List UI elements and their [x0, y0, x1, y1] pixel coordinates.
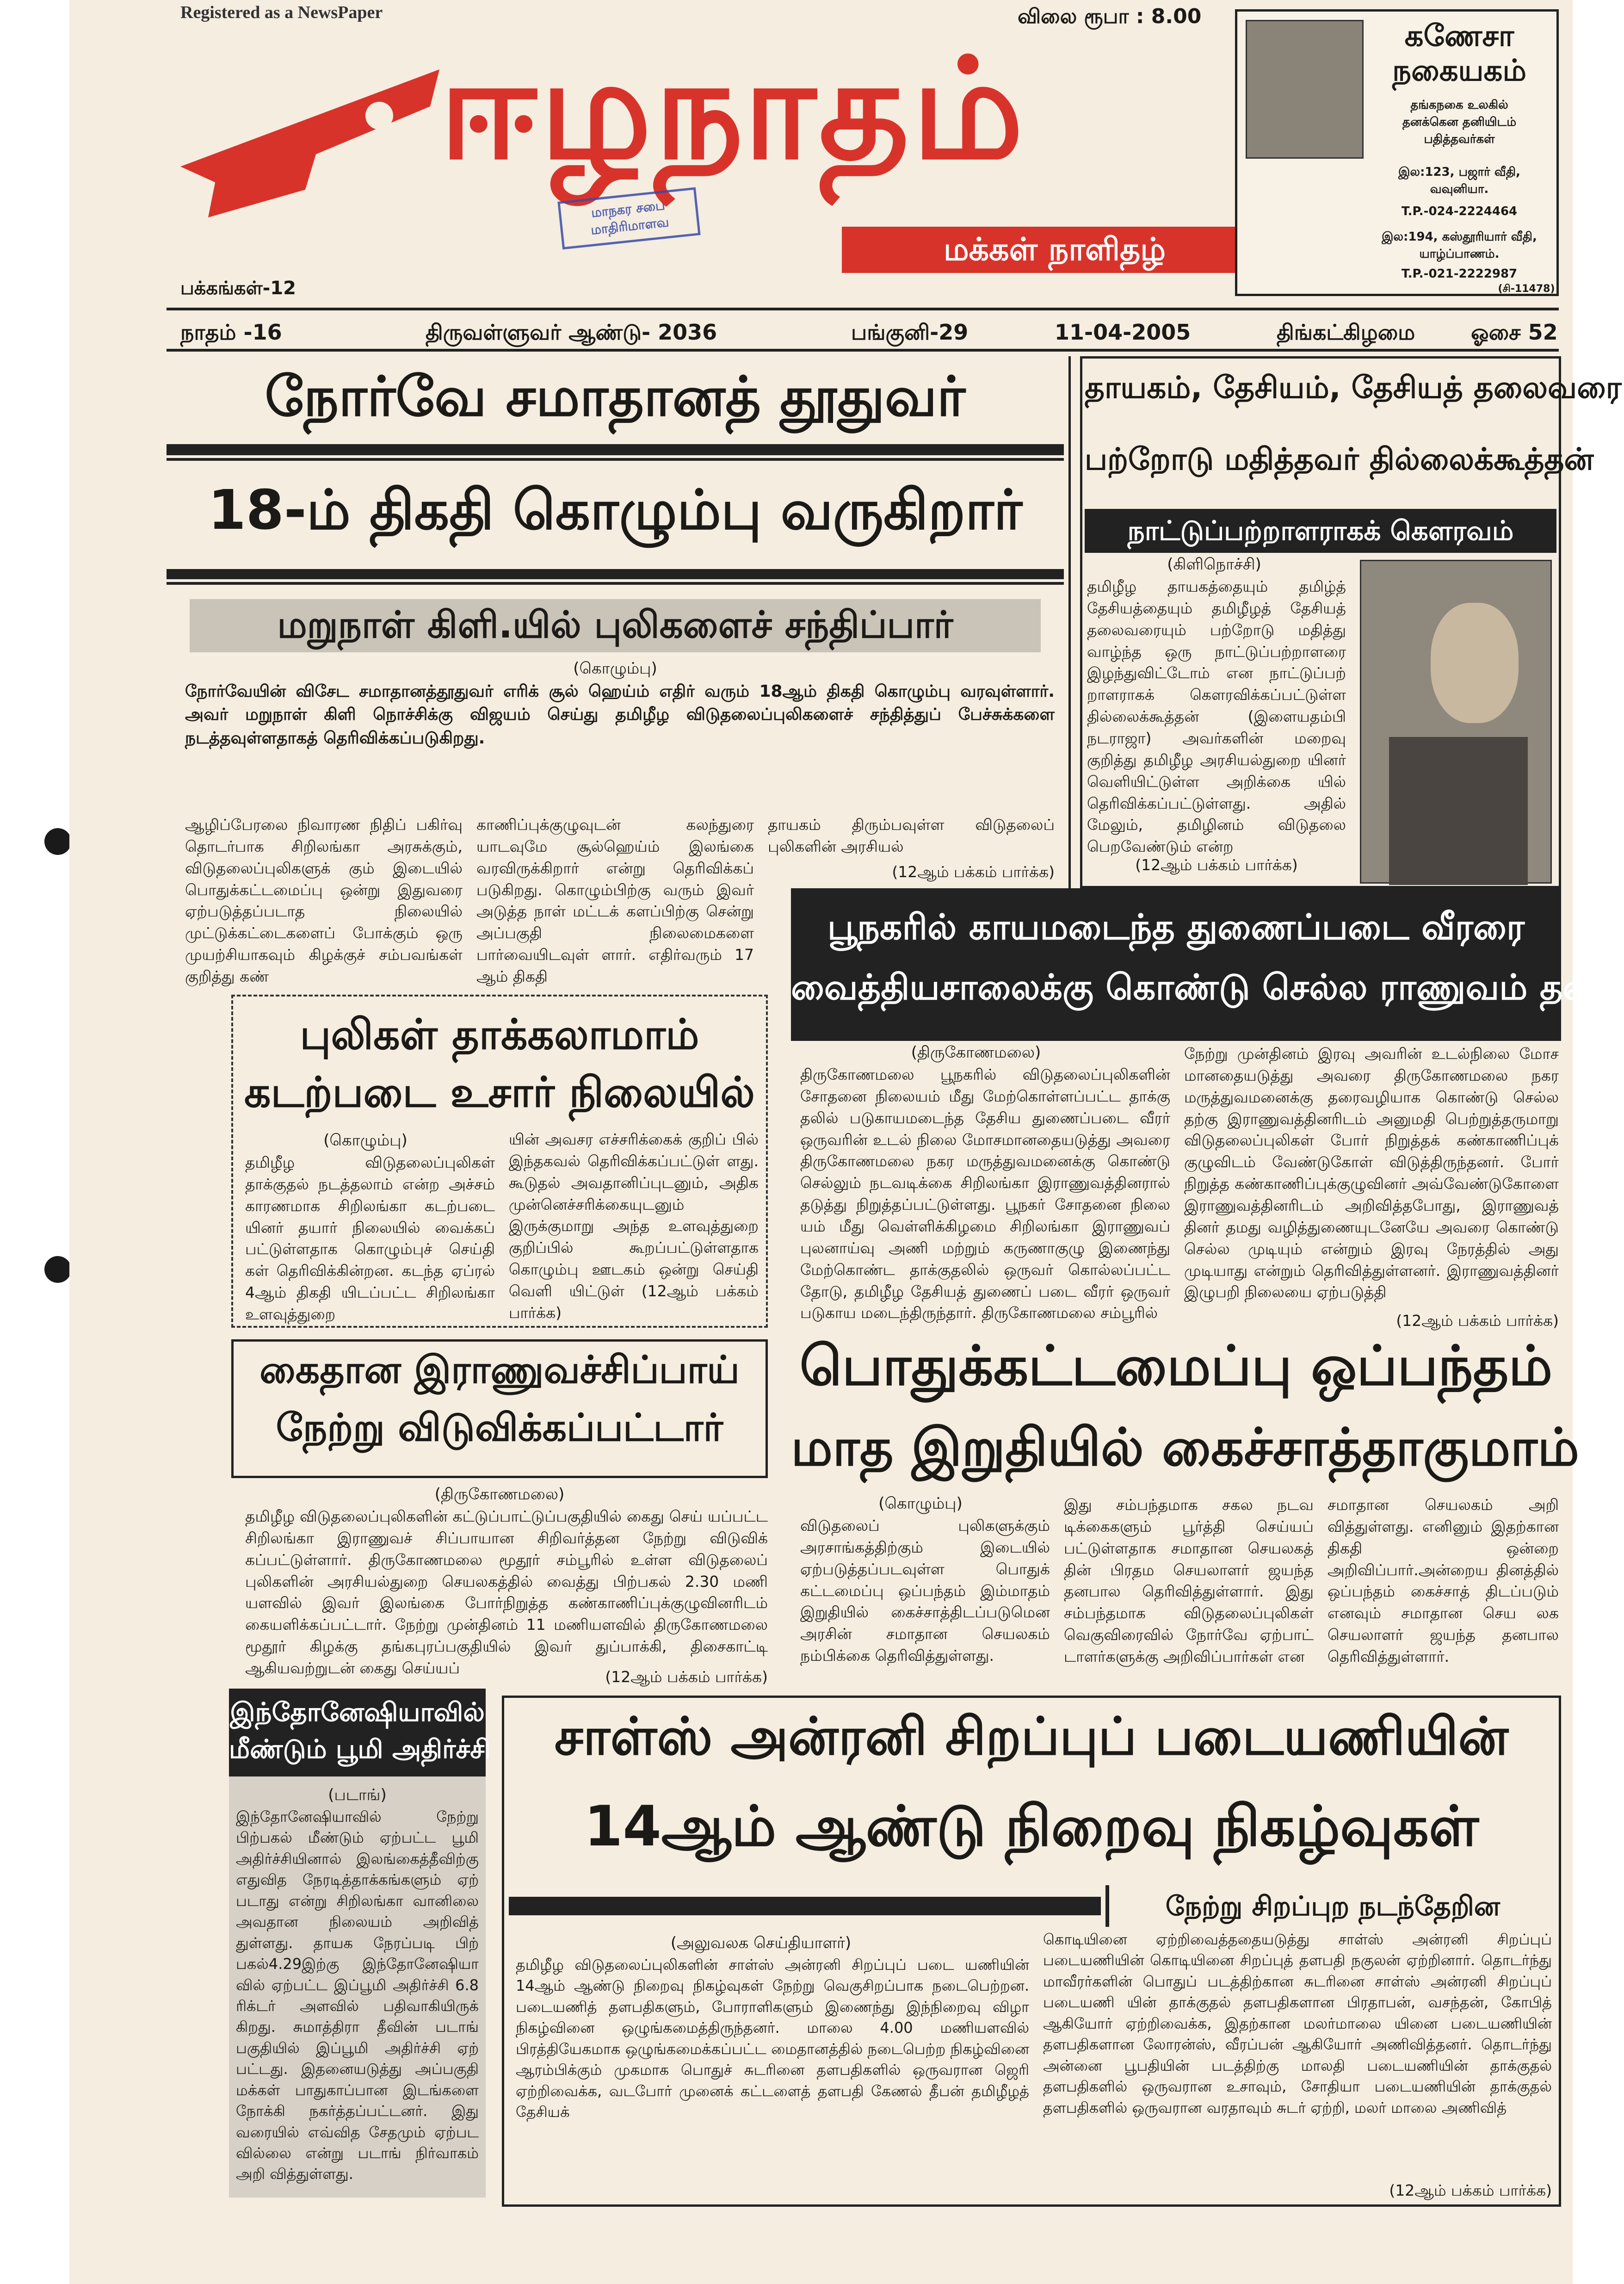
navy-dateline: (கொழும்பு)	[323, 1131, 408, 1150]
released-body: தமிழீழ விடுதலைப்புலிகளின் கட்டுப்பாட்டுப்பகுதியில் கைது செய் யப்பட்ட சிறிலங்கா இராணுவச் சிப்பாயான சிறிவர்த்தன நேற்று விடுவிக் கப்பட்டுள்ளார். திருகோணமலை மூதூர் சம்பூரில் உள்ள விடுதலைப் புலிகளின் அரசியல்துறை செயலகத்தில் வைத்து பிற்பகல் 2.30 மணி யளவில் இவர் இலங்கை போர்நிறுத்த கண்காணிப்புக்குழுவினரிடம் கையளிக்கப்பட்டார். நேற்று முன்தினம் 11 மணியளவில் திருகோணமலை மூதூர் கிழக்கு தங்கபுரப்பகுதியில் இவர் துப்பாக்கி, திசைகாட்டி ஆகியவற்றுடன் கைது செய்யப்	[245, 1507, 768, 1677]
ad-phone: T.P.-024-2224464	[1401, 204, 1518, 218]
charles-column: கொடியினை ஏற்றிவைத்ததையடுத்து சாள்ஸ் அன்ரனி சிறப்புப் படையணியின் கொடியினை சிறப்புத் தளபதி நகுலன் ஏற்றினார். தொடர்ந்து மாவீரர்களின் பொதுப் படத்திற்கான சுடரினை சாள்ஸ் அன்ரனி சிறப்புப் படையணி யின் தாக்குதல் தளபதிகளான பிரதாபன், வசந்தன், கோபித் ஆகியோர் ஏற்றிவைக்க, இதற்கான மலர்மாலை யினை படையணியின் தளபதிகளான லோரன்ஸ், வீரப்பன் ஆகியோர் அணிவித்தனர். தொடர்ந்து அன்னை பூபதியின் படத்திற்கு மாலதி படையணியின் தாக்குதல் தளபதிகளில் ஒருவரான உசாவும், சோதியா படையணியின் தாக்குதல் தளபதிகளில் ஒருவரான வரதாவும் சுடர் ஏற்றி, மலர் மாலை அணிவித்	[1043, 1931, 1552, 2117]
joint-column: சமாதான செயலகம் அறி வித்துள்ளது. எனினும் இதற்கான திகதி ஒன்றை அறிவிப்பார்.அன்றைய தினத்தில் ஒப்பந்தம் கைச்சாத் திடப்படும் எனவும் சமாதான செய லக செயலாளர் ஜயந்த தனபால தெரிவித்துள்ளார்.	[1328, 1496, 1559, 1666]
lead-column: தாயகம் திரும்பவுள்ள விடுதலைப் புலிகளின் அரசியல்	[768, 816, 1055, 855]
ad-address: யாழ்ப்பாணம்.	[1419, 247, 1500, 261]
hospital-headline-2: வைத்தியசாலைக்கு கொண்டு செல்ல ராணுவம் தடை	[791, 966, 1624, 1008]
lead-dateline: (கொழும்பு)	[573, 659, 657, 678]
ad-address: வவுனியா.	[1430, 182, 1489, 196]
dateline-bar	[167, 308, 1559, 352]
joint-column: விடுதலைப் புலிகளுக்கும் அரசாங்கத்திற்கும் இடையில் ஏற்படுத்தப்படவுள்ள பொதுக் கட்டமைப்பு ஒப்பந்தம் இம்மாதம் இறுதியில் கைச்சாத்திடப்படுமென அரசின் சமாதான செயலகம் நம்பிக்கை தெரிவித்துள்ளது.	[800, 1516, 1050, 1665]
hospital-headline-box	[791, 888, 1624, 1041]
navy-column: யின் அவசர எச்சரிக்கைக் குறிப் பில் இந்தகவல் தெரிவிக்கப்பட்டுள் ளது. கூடுதல் அவதானிப்புடனும், அதிக முன்னெச்சரிக்கையுடனும் இருக்குமாறு அந்த உளவுத்துறை குறிப்பில் கூறப்பட்டுள்ளதாக கொழும்பு ஊடகம் ஒன்று செய்தி வெளி யிட்டுள் (12ஆம் பக்கம் பார்க்க)	[509, 1130, 759, 1322]
headline-rule	[167, 444, 1064, 455]
continued-note: (12ஆம் பக்கம் பார்க்க)	[1389, 2181, 1552, 2199]
punch-hole	[44, 828, 71, 855]
headline-rule	[509, 1897, 1101, 1915]
ad-phone: T.P.-021-2222987	[1401, 267, 1518, 281]
ad-title: கணேசா	[1404, 19, 1514, 53]
obituary-headline-2: பற்றோடு மதித்தவர் தில்லைக்கூத்தன்	[1085, 441, 1594, 477]
quake-body: இந்தோனேஷியாவில் நேற்று பிற்பகல் மீண்டும் ஏற்பட்ட பூமி அதிர்ச்சியினால் இலங்கைத்தீவிற்கு எதுவித நேரடித்தாக்கங்களும் ஏற் படாது என்று சிறிலங்கா வானிலை அவதான நிலையம் அறிவித் துள்ளது. தாயக நேரப்படி பிற் பகல்4.29இற்கு இந்தோனேஷியா வில் ஏற்பட்ட இப்பூமி அதிர்ச்சி 6.8 ரிக்டர் அளவில் பதிவாகியிருக் கிறது. சுமாத்திரா தீவின் படாங் பகுதியில் இப்பூமி அதிர்ச்சி ஏற் பட்டது. இதனையடுத்து அப்பகுதி மக்கள் பாதுகாப்பான இடங்களை நோக்கி நகர்த்தப்பட்டனர். இது வரையில் எவ்வித சேதமும் ஏற்பட வில்லை என்று படாங் நிர்வாகம் அறி வித்துள்ளது.	[236, 1808, 479, 2183]
joint-headline: பொதுக்கட்டமைப்பு ஒப்பந்தம்	[799, 1334, 1553, 1398]
joint-dateline: (கொழும்பு)	[878, 1494, 963, 1513]
obituary-headline: தாயகம், தேசியம், தேசியத் தலைவரை	[1085, 370, 1622, 405]
lead-column: காணிப்புக்குழுவுடன் கலந்துரை யாடவுமே சூல்ஹெய்ம் இலங்கை வரவிருக்கிறார் என்று தெரிவிக்கப் படுகிறது. கொழும்பிற்கு வரும் இவர் அடுத்த நாள் மட்டக் களப்பிற்கு சென்று அப்பகுதி நிலைமைகளை பார்வையிடவுள் ளார். எதிர்வரும் 17 ஆம் திகதி	[476, 816, 754, 986]
registration-note: Registered as a NewsPaper	[180, 3, 383, 22]
continued-note: (12ஆம் பக்கம் பார்க்க)	[1135, 856, 1298, 874]
jewellery-advertisement	[1235, 9, 1559, 296]
hospital-column: நேற்று முன்தினம் இரவு அவரின் உடல்நிலை மோச மானதையடுத்து அவரை திருகோணமலை நகர மருத்துவமனைக்கு தரைவழியாக கொண்டு செல்ல தற்கு இராணுவத்தினரிடம் அனுமதி பெற்றுத்தருமாறு விடுதலைப்புலிகள் போர் நிறுத்தக் கண்காணிப்புக் குழுவிடம் வேண்டுகோள் விடுத்திருந்தனர். போர் நிறுத்த கண்காணிப்புக்குழுவினர் அவ்வேண்டுகோளை இராணுவத்தினரிடம் அறிவித்தபோது, இராணுவத் தினர் தமது வழித்துணையுடனேயே அவரை கொண்டு செல்ல முடியும் என்றும் இரவு நேரத்தில் அது முடியாது என்றும் தெரிவித்துள்ளனர். இராணுவத்தினர் இழுபறி நிலையை ஏற்படுத்தி	[1184, 1045, 1559, 1301]
ad-line: தனக்கென தனியிடம்	[1402, 115, 1517, 129]
hospital-column: திருகோணமலை பூநகரில் விடுதலைப்புலிகளின் சோதனை நிலையம் மீது மேற்கொள்ளப்பட்ட தாக்கு தலில் படுகாயமடைந்த தேசிய துணைப்படை வீரர் ஒருவரின் உடல் நிலை மோசமானதையடுத்து அவரை திருகோணமலை நகர மருத்துவமனைக்கு கொண்டு செல்லும் நடவடிக்கை சிறிலங்கா இராணுவத்தினரால் தடுத்து நிறுத்தப்பட்டுள்ளது. பூநகர் சோதனை நிலை யம் மீது வெள்ளிக்கிழமை சிறிலங்கா இராணுவப் புலனாய்வு அணி மற்றும் கருணாகுழு இணைந்து மேற்கொண்ட தாக்குதலில் ஒருவர் கொல்லப்பட்ட தோடு, தமிழீழ தேசியத் துணைப் படை வீரர் ஒருவர் படுகாய மடைந்திருந்தார். திருகோணமலை சம்பூரில்	[800, 1065, 1170, 1322]
navy-column: தமிழீழ விடுதலைப்புலிகள் தாக்குதல் நடத்தலாம் என்ற அச்சம் காரணமாக சிறிலங்கா கடற்படை யினர் தயார் நிலையில் வைக்கப் பட்டுள்ளதாக கொழும்புச் செய்தி கள் தெரிவிக்கின்றன. கடந்த ஏப்ரல் 4ஆம் திகதி யிடப்பட்ட சிறிலங்கா உளவுத்துறை	[245, 1153, 495, 1324]
headline-rule	[167, 569, 1064, 579]
released-dateline: (திருகோணமலை)	[434, 1485, 565, 1504]
obituary-dateline: (கிளிநொச்சி)	[1167, 555, 1261, 574]
lead-intro: நோர்வேயின் விசேட சமாதானத்தூதுவர் எரிக் சூல் ஹெய்ம் எதிர் வரும் 18ஆம் திகதி கொழும்பு வரவுள்ளார். அவர் மறுநாள் கிளி நொச்சிக்கு விஜயம் செய்து தமிழீழ விடுதலைப்புலிகளைச் சந்தித்துப் பேச்சுக்களை நடத்தவுள்ளதாகத் தெரிவிக்கப்படுகிறது.	[185, 682, 1055, 748]
page-count: பக்கங்கள்-12	[180, 278, 296, 299]
ad-code: (சி-11478)	[1498, 283, 1555, 295]
ad-subtitle: நகையகம்	[1392, 54, 1526, 88]
tamil-date: பங்குனி-29	[851, 320, 969, 345]
hospital-dateline: (திருகோணமலை)	[911, 1043, 1041, 1062]
charles-column: தமிழீழ விடுதலைப்புலிகளின் சாள்ஸ் அன்ரனி சிறப்புப் படை யணியின் 14ஆம் ஆண்டு நிறைவு நிகழ்வுகள் நேற்று வெகுசிறப்பாக நடைபெற்றன. படையணித் தளபதிகளும், போராளிகளும் இணைந்து இந்நிறைவு விழா நிகழ்வினை ஒழுங்கமைத்திருந்தனர். மாலை 4.00 மணியளவில் பிரத்தியேகமாக ஒழுங்கமைக்கப்பட்ட மைதானத்தில் நடைபெற்ற நிகழ்வினை ஆரம்பிக்கும் முகமாக பொதுச் சுடரினை தளபதிகளில் ஒருவரான ஜெரி ஏற்றிவைக்க, வடபோர் முனைக் கட்டளைத் தளபதி கேணல் தீபன் தமிழீழத் தேசியக்	[516, 1956, 1029, 2121]
binding-margin	[0, 0, 69, 2284]
portrait-photo	[1360, 560, 1552, 884]
date: 11-04-2005	[1055, 320, 1191, 345]
quake-headline-2: மீண்டும் பூமி அதிர்ச்சி	[229, 1734, 491, 1764]
charles-dateline: (அலுவலக செய்தியாளர்)	[670, 1934, 852, 1952]
price: விலை ரூபா : 8.00	[1018, 5, 1202, 28]
trumpet-logo-icon	[180, 51, 439, 236]
ad-line: பதித்தவர்கள்	[1424, 132, 1495, 146]
released-headline: கைதான இராணுவச்சிப்பாய்	[259, 1348, 740, 1392]
navy-headline: புலிகள் தாக்கலாமாம்	[300, 1010, 699, 1059]
continued-note: (12ஆம் பக்கம் பார்க்க)	[1396, 1312, 1559, 1330]
charles-headline: சாள்ஸ் அன்ரனி சிறப்புப் படையணியின்	[554, 1707, 1509, 1767]
released-headline-2: நேற்று விடுவிக்கப்பட்டார்	[276, 1406, 723, 1450]
osai-number: ஓசை 52	[1471, 320, 1558, 345]
tagline: மக்கள் நாளிதழ்	[842, 227, 1267, 273]
quake-headline-box	[229, 1689, 491, 1776]
portrait-face	[1431, 603, 1519, 723]
headline-rule	[167, 582, 1064, 585]
obituary-body: தமிழீழ தாயகத்தையும் தமிழ்த் தேசியத்தையும் தமிழீழத் தேசியத் தலைவரையும் பற்றோடு மதித்து வாழ்ந்த ஒரு நாட்டுப்பற்றாளரை இழந்துவிட்டோம் என நாட்டுப்பற் றாளராகக் கௌரவிக்கப்பட்டுள்ள தில்லைக்கூத்தன் (இளையதம்பி நடராஜா) அவர்களின் மறைவு குறித்து தமிழீழ அரசியல்துறை யினர் வெளியிட்டுள்ள அறிக்கை யில் தெரிவிக்கப்பட்டுள்ளது. அதில் மேலும், தமிழினம் விடுதலை பெறவேண்டும் என்ற	[1087, 577, 1346, 856]
weekday: திங்கட்கிழமை	[1277, 320, 1415, 345]
ganesha-image	[1246, 20, 1364, 159]
ad-address: இல:194, கஸ்தூரியார் வீதி,	[1382, 230, 1537, 244]
issue-number: நாதம் -16	[180, 320, 282, 345]
navy-headline-2: கடற்படை உசார் நிலையில்	[244, 1068, 755, 1117]
office-stamp: மாநகர சபை மாதிரிமாளவ	[557, 187, 700, 250]
headline-rule	[167, 458, 1064, 461]
quake-dateline: (படாங்)	[328, 1786, 387, 1804]
continued-note: (12ஆம் பக்கம் பார்க்க)	[892, 863, 1055, 881]
lead-column: ஆழிப்பேரலை நிவாரண நிதிப் பகிர்வு தொடர்பாக சிறிலங்கா அரசுக்கும், விடுதலைப்புலிகளுக் கும் இடையில் பொதுக்கட்டமைப்பு ஒன்று இதுவரை ஏற்படுத்தப்படாத நிலையில் முட்டுக்கட்டைகளைப் போக்கும் ஒரு முயற்சியாகவும் கிழக்குச் சம்பவங்கள் குறித்து கண்	[185, 816, 463, 986]
lead-headline-2: 18-ம் திகதி கொழும்பு வருகிறார்	[208, 478, 1023, 542]
charles-subhead: நேற்று சிறப்புற நடந்தேறின	[1105, 1885, 1556, 1927]
tamil-year: திருவள்ளுவர் ஆண்டு- 2036	[426, 320, 717, 345]
ad-address: இல:123, பஜார் வீதி,	[1398, 165, 1520, 179]
hospital-headline: பூநகரில் காயமடைந்த துணைப்படை வீரரை	[827, 906, 1525, 947]
newspaper-page	[69, 0, 1624, 2284]
lead-subhead: மறுநாள் கிளி.யில் புலிகளைச் சந்திப்பார்	[190, 599, 1041, 652]
quake-headline: இந்தோனேஷியாவில்	[230, 1697, 485, 1727]
charles-headline-2: 14ஆம் ஆண்டு நிறைவு நிகழ்வுகள்	[584, 1795, 1479, 1859]
obituary-subhead: நாட்டுப்பற்றாளராகக் கௌரவம்	[1085, 509, 1556, 553]
ad-line: தங்கநகை உலகில்	[1410, 98, 1508, 112]
punch-hole	[44, 1256, 71, 1283]
continued-note: (12ஆம் பக்கம் பார்க்க)	[605, 1668, 768, 1686]
lead-headline: நோர்வே சமாதானத் தூதுவர்	[265, 365, 966, 428]
column-divider	[1068, 356, 1071, 888]
joint-column: இது சம்பந்தமாக சகல நடவ டிக்கைகளும் பூர்த்தி செய்யப் பட்டுள்ளதாக சமாதான செயலகத் தின் பிரதம செயலாளர் ஜயந்த தனபால தெரிவித்துள்ளார். இது சம்பந்தமாக விடுதலைப்புலிகள் வெகுவிரைவில் நோர்வே ஏற்பாட் டாளர்களுக்கு அறிவிப்பார்கள் என	[1064, 1496, 1314, 1666]
masthead: ஈழநாதம்	[439, 27, 1026, 190]
portrait-suit	[1389, 737, 1528, 885]
joint-headline-2: மாத இறுதியில் கைச்சாத்தாகுமாம்	[791, 1417, 1580, 1478]
